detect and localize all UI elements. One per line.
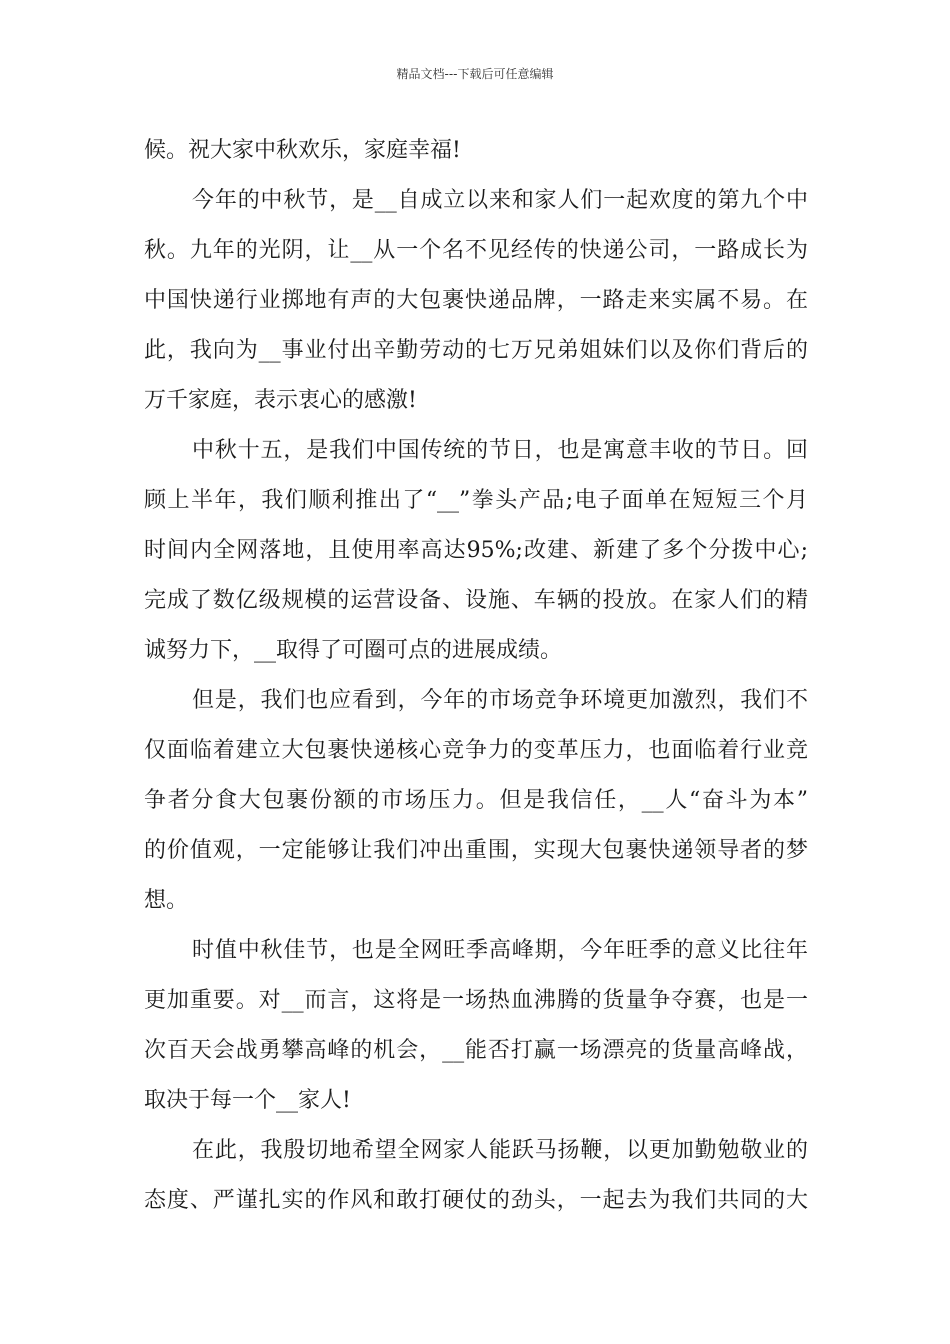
- paragraph-line: 万千家庭，表示衷心的感激!: [144, 388, 417, 413]
- page-header: 精品文档---下载后可任意编辑: [396, 67, 554, 81]
- paragraph-line: 态度、严谨扎实的作风和敢打硬仗的劲头，一起去为我们共同的大: [144, 1188, 808, 1213]
- paragraph-line: 秋。九年的光阴，让__从一个名不见经传的快递公司，一路成长为: [144, 238, 808, 263]
- paragraph-first-line: 但是，我们也应看到，今年的市场竞争环境更加激烈，我们不: [192, 688, 808, 713]
- paragraph-line: 诚努力下，__取得了可圈可点的进展成绩。: [144, 638, 563, 663]
- paragraph-line: 争者分食大包裹份额的市场压力。但是我信任，__人“奋斗为本”: [144, 788, 808, 813]
- paragraph-first-line: 今年的中秋节，是__自成立以来和家人们一起欢度的第九个中: [192, 188, 808, 213]
- paragraph-line: 次百天会战勇攀高峰的机会，__能否打赢一场漂亮的货量高峰战，: [144, 1038, 808, 1063]
- paragraph-line: 候。祝大家中秋欢乐，家庭幸福!: [144, 138, 461, 163]
- paragraph-line: 仅面临着建立大包裹快递核心竞争力的变革压力，也面临着行业竞: [144, 738, 808, 763]
- paragraph-line: 此，我向为__事业付出辛勤劳动的七万兄弟姐妹们以及你们背后的: [144, 338, 808, 363]
- paragraph-line: 的价值观，一定能够让我们冲出重围，实现大包裹快递领导者的梦: [144, 838, 808, 863]
- paragraph-line: 想。: [144, 888, 189, 913]
- paragraph-first-line: 在此，我殷切地希望全网家人能跃马扬鞭，以更加勤勉敬业的: [192, 1138, 808, 1163]
- paragraph-first-line: 时值中秋佳节，也是全网旺季高峰期，今年旺季的意义比往年: [192, 938, 808, 963]
- paragraph-line: 完成了数亿级规模的运营设备、设施、车辆的投放。在家人们的精: [144, 588, 808, 613]
- document-body: [144, 126, 808, 1226]
- paragraph-line: 更加重要。对__而言，这将是一场热血沸腾的货量争夺赛，也是一: [144, 988, 808, 1013]
- paragraph-line: 取决于每一个__家人!: [144, 1088, 351, 1113]
- paragraph-first-line: 中秋十五，是我们中国传统的节日，也是寓意丰收的节日。回: [192, 438, 808, 463]
- paragraph-line: 顾上半年，我们顺利推出了“__”拳头产品;电子面单在短短三个月: [144, 488, 808, 513]
- paragraph-line: 中国快递行业掷地有声的大包裹快递品牌，一路走来实属不易。在: [144, 288, 808, 313]
- paragraph-line: 时间内全网落地，且使用率高达95%;改建、新建了多个分拨中心;: [144, 538, 808, 563]
